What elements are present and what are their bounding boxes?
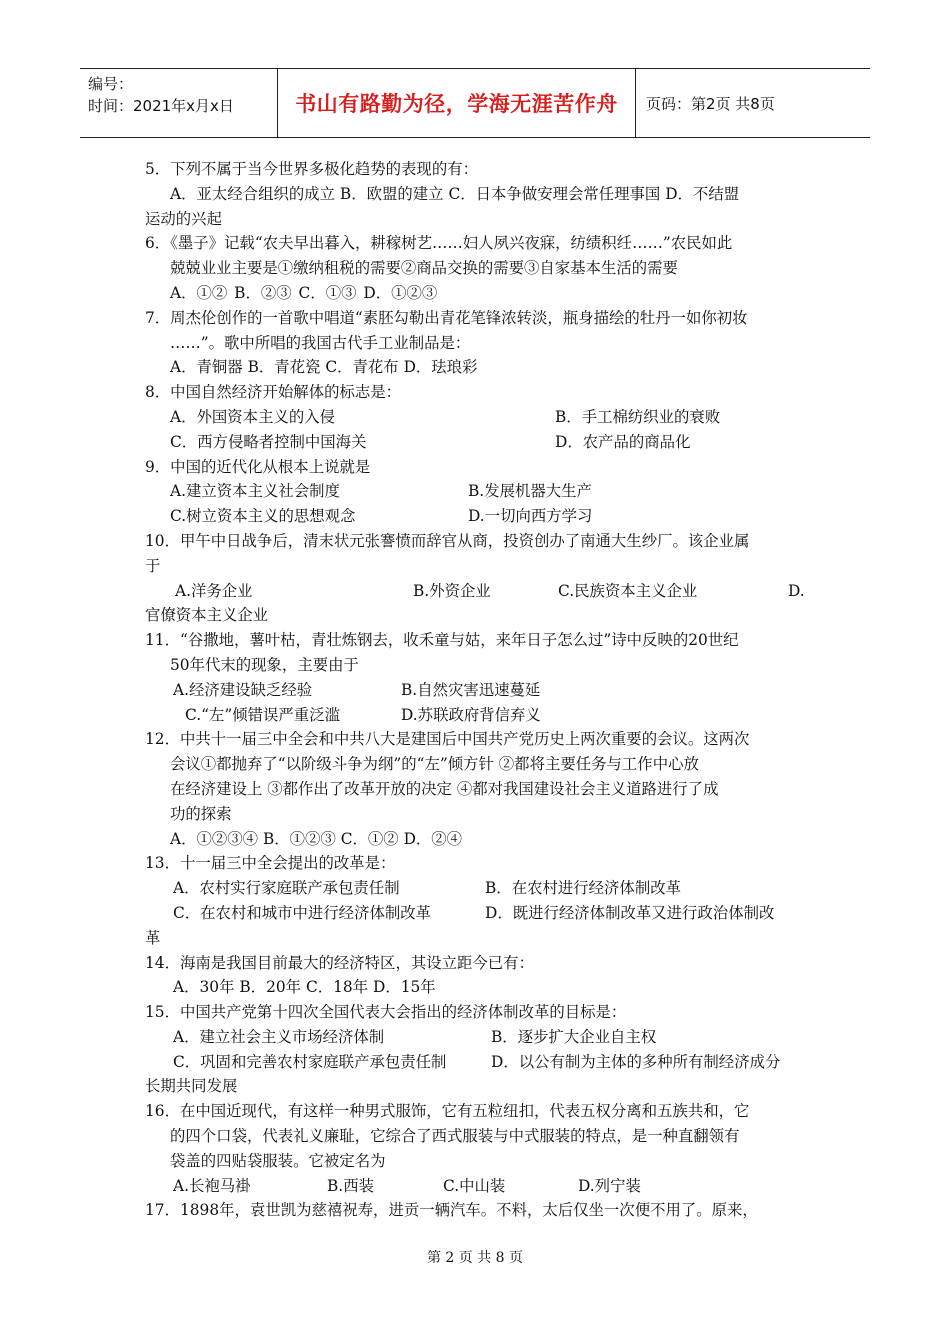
question-stem-cont: 的四个口袋，代表礼义廉耻，它综合了西式服装与中式服装的特点，是一种直翻领有 (170, 1127, 740, 1146)
option-c: C．西方侵略者控制中国海关 (170, 432, 367, 451)
question-options: A．①② B．②③ C．①③ D．①②③ (170, 283, 438, 302)
question-stem: 14．海南是我国目前最大的经济特区，其设立距今已有： (145, 953, 534, 972)
option-d: D.列宁装 (578, 1176, 641, 1195)
option-a: A.长袍马褂 (173, 1176, 251, 1195)
header-motto-cell (278, 69, 636, 137)
option-a: A.建立资本主义社会制度 (170, 482, 340, 501)
option-row (145, 1025, 810, 1050)
option-d: D．以公有制为主体的多种所有制经济成分 (491, 1052, 781, 1071)
option-d-wrap: 长期共同发展 (145, 1077, 238, 1096)
question-stem: 12．中共十一届三中全会和中共八大是建国后中国共产党历史上两次重要的会议。这两次 (145, 730, 750, 749)
option-row (145, 430, 810, 455)
question-stem: 16．在中国近现代，有这样一种男式服饰，它有五粒纽扣，代表五权分离和五族共和，它 (145, 1102, 750, 1121)
question-stem-cont: 会议①都抛弃了“以阶级斗争为纲”的“左”倾方针 ②都将主要任务与工作中心放 (170, 755, 699, 774)
question-stem: 5．下列不属于当今世界多极化趋势的表现的有： (145, 160, 478, 178)
option-c: C．巩固和完善农村家庭联产承包责任制 (173, 1052, 447, 1071)
question-stem-wrap: 于 (145, 556, 161, 575)
question-options: A．亚太经合组织的成立 B．欧盟的建立 C．日本争做安理会常任理事国 D．不结盟 (170, 184, 740, 203)
question-stem: 11．“谷撒地，薯叶枯，青壮炼钢去，收禾童与姑，来年日子怎么过”诗中反映的20世纪 (145, 631, 739, 650)
option-c: C.民族资本主义企业 (558, 581, 698, 600)
option-row (145, 876, 810, 901)
option-d: D．农产品的商品化 (555, 432, 691, 451)
page-header (80, 68, 870, 138)
question-stem: 9．中国的近代化从根本上说就是 (145, 457, 371, 476)
question-stem-cont: ……”。歌中所唱的我国古代手工业制品是： (170, 333, 471, 352)
question-stem-cont: 袋盖的四贴袋服装。它被定名为 (170, 1151, 386, 1170)
option-a: A.洋务企业 (175, 581, 253, 600)
page-footer: 第 2 页 共 8 页 (426, 1250, 524, 1266)
option-b: B.西装 (327, 1176, 374, 1195)
time-label: 时间：2021年x月x日 (88, 97, 234, 115)
option-a: A．建立社会主义市场经济体制 (173, 1027, 385, 1046)
question-stem-cont: 功的探索 (170, 804, 232, 823)
question-stem: 15．中国共产党第十四次全国代表大会指出的经济体制改革的目标是： (145, 1003, 627, 1022)
question-stem: 6．《墨子》记载“农夫早出暮入，耕稼树艺……妇人夙兴夜寐，纺绩积纴……”农民如此 (145, 234, 733, 253)
header-page-cell (636, 69, 870, 137)
option-a: A.经济建设缺乏经验 (173, 680, 313, 699)
page-label: 页码：第2页 共8页 (646, 94, 775, 113)
option-row (145, 703, 810, 728)
number-label: 编号： (88, 75, 134, 93)
option-d-wrap: 革 (145, 928, 161, 947)
option-b: B.外资企业 (413, 581, 491, 600)
question-options-wrap: 运动的兴起 (145, 209, 222, 228)
option-row (145, 504, 810, 529)
option-row (145, 479, 810, 504)
option-b: B．逐步扩大企业自主权 (491, 1027, 657, 1046)
question-options: A．30年 B．20年 C．18年 D．15年 (173, 978, 436, 997)
option-row (145, 901, 810, 926)
option-b: B.自然灾害迅速蔓延 (401, 680, 541, 699)
question-stem-cont: 在经济建设上 ③都作出了改革开放的决定 ④都对我国建设社会主义道路进行了成 (170, 779, 719, 798)
option-b: B．手工棉纺织业的衰败 (555, 407, 721, 426)
option-c: C．在农村和城市中进行经济体制改革 (173, 903, 432, 922)
question-options: A．①②③④ B．①②③ C．①② D．②④ (170, 829, 463, 848)
question-stem: 8．中国自然经济开始解体的标志是： (145, 383, 402, 402)
question-stem-cont: 兢兢业业主要是①缴纳租税的需要②商品交换的需要③自家基本生活的需要 (170, 259, 678, 278)
question-stem: 7．周杰伦创作的一首歌中唱道“素胚勾勒出青花笔锋浓转淡，瓶身描绘的牡丹一如你初妆 (145, 308, 748, 327)
option-c: C.中山装 (443, 1176, 506, 1195)
question-stem-cont: 50年代末的现象，主要由于 (170, 655, 359, 674)
question-stem: 10．甲午中日战争后，清末状元张謇愤而辞官从商，投资创办了南通大生纱厂。该企业属 (145, 531, 750, 550)
option-row (145, 405, 810, 430)
option-d-wrap: 官僚资本主义企业 (145, 606, 269, 625)
question-stem: 13．十一届三中全会提出的改革是： (145, 854, 396, 873)
question-options: A．青铜器 B．青花瓷 C．青花布 D．珐琅彩 (170, 358, 478, 377)
option-d: D.一切向西方学习 (468, 507, 593, 526)
option-d: D.苏联政府背信弃义 (401, 705, 541, 724)
option-a: A．农村实行家庭联产承包责任制 (173, 879, 400, 898)
option-row (145, 579, 810, 604)
option-row (145, 678, 810, 703)
question-content (145, 157, 810, 1223)
option-c: C.树立资本主义的思想观念 (170, 507, 356, 526)
option-c: C.“左”倾错误严重泛滥 (185, 705, 340, 724)
option-d: D．既进行经济体制改革又进行政治体制改 (485, 903, 775, 922)
option-row (145, 1050, 810, 1075)
option-row (145, 1174, 810, 1199)
question-stem: 17．1898年，袁世凯为慈禧祝寿，进贡一辆汽车。不料，太后仅坐一次便不用了。原来， (145, 1201, 758, 1220)
motto: 书山有路勤为径，学海无涯苦作舟 (295, 92, 618, 116)
option-a: A．外国资本主义的入侵 (170, 407, 336, 426)
option-d: D. (788, 581, 805, 600)
header-meta (80, 69, 278, 137)
option-b: B.发展机器大生产 (468, 482, 592, 501)
option-b: B．在农村进行经济体制改革 (485, 879, 681, 898)
